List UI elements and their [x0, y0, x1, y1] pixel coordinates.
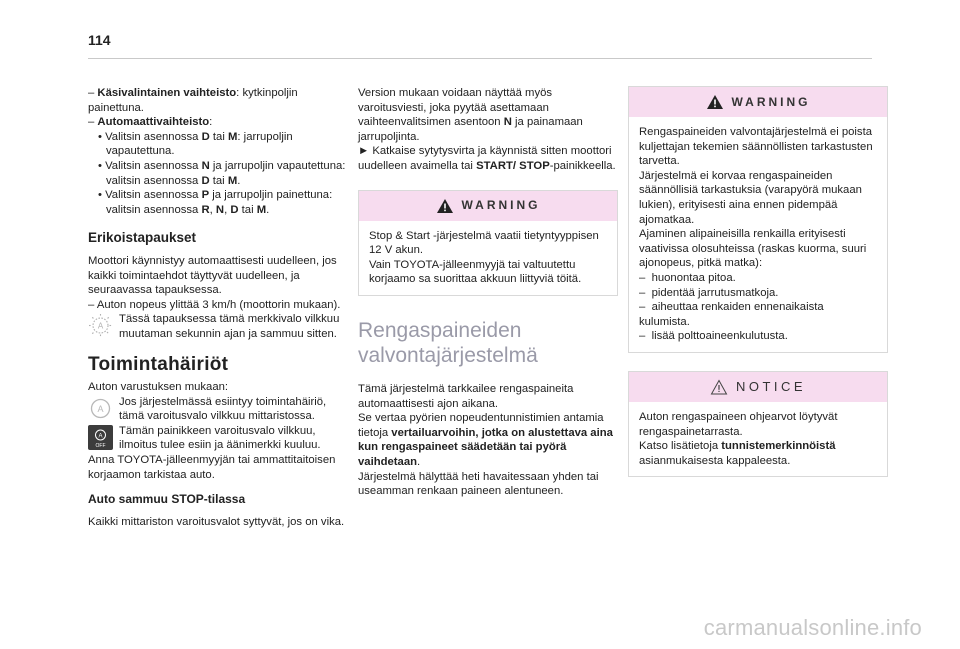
tpms-title: Rengaspaineiden valvontajärjestelmä — [358, 318, 538, 367]
watermark: carmanualsonline.info — [703, 615, 922, 640]
notice-p1: Auton rengaspaineen ohjearvot löytyvät rengaspainetarrasta. — [639, 410, 838, 438]
faults-heading: Toimintahäiriöt — [88, 353, 229, 375]
fault-warning-row: A Jos järjestelmässä esiintyy toimintahäiriö, tämä varoitusvalo vilkkuu mittaristossa. — [88, 395, 346, 424]
stop-start-auto-icon — [88, 313, 113, 338]
special-cases-text: Moottori käynnistyy automaattisesti uudelleen, jos kaikki toimintaehdot täyttyvät uudelleen, ja seuraavassa tapauksessa. — [88, 254, 337, 297]
battery-warning-box — [358, 190, 618, 296]
page-number: 114 — [88, 32, 111, 48]
stop-start-off-button-icon — [88, 425, 113, 450]
warning-text-1: Stop & Start -järjestelmä vaatii tietyntyyppisen 12 V akun. — [369, 229, 599, 257]
tpms-para-3: Järjestelmä hälyttää heti havaitessaan yhden tai useamman renkaan paineen alentuneen. — [358, 470, 599, 498]
list-item: – aiheuttaa renkaiden ennenaikaista kulumista. — [639, 301, 824, 328]
auto-item-3: • Valitsin asennossa P ja jarrupoljin painettuna: valitsin asennossa R, N, D tai M. — [98, 189, 333, 216]
notice-box — [628, 371, 888, 477]
stop-start-indicator-row: A Tässä tapauksessa tämä merkkivalo vilkkuu muutaman sekunnin ajan ja sammuu sitten. — [88, 312, 346, 341]
column-1 — [88, 86, 346, 529]
svg-text:A: A — [97, 403, 104, 414]
warning-triangle-icon — [436, 198, 454, 214]
faults-after: Anna TOYOTA-jälleenmyyjän tai ammattitaitoisen korjaamon tarkistaa auto. — [88, 454, 336, 481]
version-message: Version mukaan voidaan näyttää myös varoitusviesti, joka pyytää asettamaan vaihteenvalitsimen asentoon N ja painamaan jarrupoljinta. — [358, 87, 583, 143]
svg-text:OFF: OFF — [95, 442, 106, 449]
svg-text:A: A — [98, 433, 103, 440]
list-item: – huonontaa pitoa. — [639, 271, 736, 284]
warning-triangle-icon — [706, 94, 724, 110]
notice-p2: Katso lisätietoja tunnistemerkinnöistä asianmukaisesta kappaleesta. — [639, 440, 836, 467]
svg-text:A: A — [97, 321, 104, 331]
warning-header: WARNING — [359, 191, 617, 221]
warning-text-2: Vain TOYOTA-jälleenmyyjä tai valtuutettu korjaamo sa suorittaa akkuun liittyviä töitä. — [369, 258, 582, 286]
special-cases-item: – Auton nopeus ylittää 3 km/h (moottorin mukaan). — [88, 298, 341, 311]
tpms-warning-p2: Järjestelmä ei korvaa rengaspaineiden säännöllisiä tarkastuksia (varapyörä mukaan lukien), erityisesti aina ennen pidempää ajomatkaa. — [639, 169, 862, 226]
off-button-row: A OFF Tämän painikkeen varoitusvalo vilkkuu, ilmoitus tulee esiin ja äänimerkki kuuluu. — [88, 424, 346, 453]
tpms-warning-p3: Ajaminen alipaineisilla renkailla erityisesti vaativissa olosuhteissa (raskas kuorma, suuri ajonopeus, pitkä matka): — [639, 228, 867, 270]
auto-item-1: • Valitsin asennossa D tai M: jarrupoljin vapautettuna. — [98, 130, 293, 158]
tpms-warning-box — [628, 86, 888, 353]
faults-intro: Auton varustuksen mukaan: — [88, 381, 229, 394]
manual-gearbox-line: – Käsivalintainen vaihteisto: kytkinpoljin painettuna. — [88, 87, 298, 114]
stall-text: Kaikki mittariston varoitusvalot syttyvät, jos on vika. — [88, 515, 345, 528]
special-cases-heading: Erikoistapaukset — [88, 230, 197, 246]
notice-header: NOTICE — [629, 372, 887, 402]
stall-heading: Auto sammuu STOP-tilassa — [88, 492, 246, 507]
arrow-icon: ► — [358, 145, 370, 158]
column-3 — [628, 86, 888, 477]
warning-header: WARNING — [629, 87, 887, 117]
stop-start-fault-icon — [88, 396, 113, 421]
auto-gearbox-line: – Automaattivaihteisto: — [88, 116, 213, 129]
auto-item-2: • Valitsin asennossa N ja jarrupoljin vapautettuna: valitsin asennossa D tai M. — [98, 159, 346, 187]
tpms-warning-p1: Rengaspaineiden valvontajärjestelmä ei poista kuljettajan tekemien säännöllisten tarkastusten tarvetta. — [639, 126, 873, 168]
notice-triangle-icon — [710, 379, 728, 395]
header-rule — [88, 58, 872, 59]
tpms-para-1: Tämä järjestelmä tarkkailee rengaspaineita automaattisesti ajon aikana. — [358, 382, 574, 410]
tpms-para-2: Se vertaa pyörien nopeudentunnistimien antamia tietoja vertailuarvoihin, jotka on alustettava aina kun rengaspaineet säädetään tai pyörä vaihdetaan. — [358, 412, 613, 468]
list-item: – pidentää jarrutusmatkoja. — [639, 286, 779, 299]
restart-step: ► Katkaise sytytysvirta ja käynnistä sitten moottori uudelleen avaimella tai START/ STOP-painikkeella. — [358, 145, 616, 172]
column-2 — [358, 86, 618, 499]
list-item: – lisää polttoaineenkulutusta. — [639, 330, 788, 343]
